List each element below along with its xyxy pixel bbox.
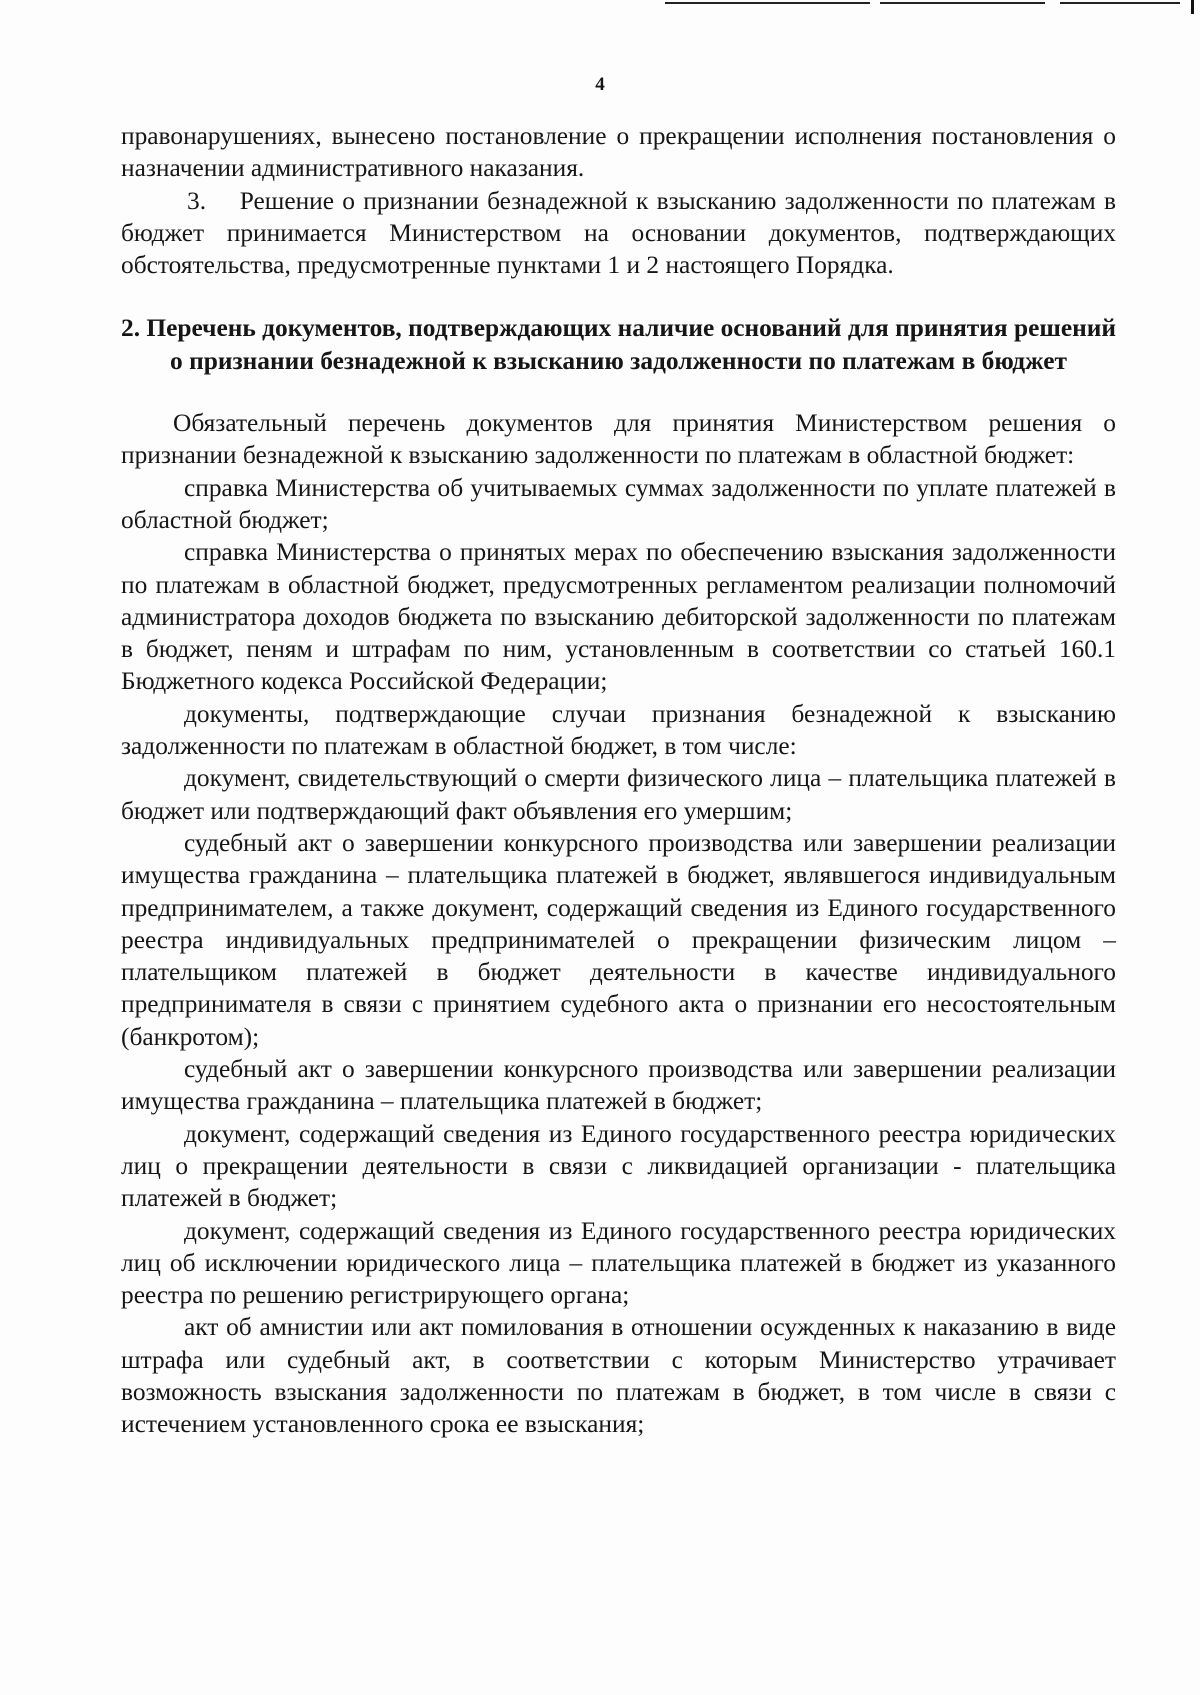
list-item: документ, свидетельствующий о смерти физического лица – плательщика платежей в бюджет или подтверждающий факт объявления его умершим; xyxy=(121,764,1116,825)
scan-edge-line xyxy=(665,2,870,4)
paragraph-intro: Обязательный перечень документов для принятия Министерством решения о признании безнадежной к взысканию задолженности по платежам в областной бюджет: xyxy=(121,409,1116,470)
list-item: судебный акт о завершении конкурсного производства или завершении реализации имущества гражданина – плательщика платежей в бюджет, являвшегося индивидуальным предпринимателем, а также документ, содержащий сведения из Единого государственного реестра индивидуальных предпринимателей о прекращении физическим лицом – плательщиком платежей в бюджет деятельности в качестве индивидуального предпринимателя в связи с принятием судебного акта о признании его несостоятельным (банкротом); xyxy=(121,828,1116,1051)
list-item: судебный акт о завершении конкурсного производства или завершении реализации имущества гражданина – плательщика платежей в бюджет; xyxy=(121,1055,1116,1116)
section-heading: 2. Перечень документов, подтверждающих наличие оснований для принятия решений о признании безнадежной к взысканию задолженности по платежам в бюджет xyxy=(121,314,1116,375)
list-item: справка Министерства об учитываемых суммах задолженности по уплате платежей в областной бюджет; xyxy=(121,473,1116,534)
list-item: документ, содержащий сведения из Единого государственного реестра юридических лиц об исключении юридического лица – плательщика платежей в бюджет из указанного реестра по решению регистрирующего органа; xyxy=(121,1216,1116,1310)
list-item: акт об амнистии или акт помилования в отношении осужденных к наказанию в виде штрафа или судебный акт, в соответствии с которым Министерство утрачивает возможность взыскания задолженности по платежам в бюджет, в том числе в связи с истечением установленного срока ее взыскания; xyxy=(121,1313,1116,1439)
paragraph-continuation: правонарушениях, вынесено постановление о прекращении исполнения постановления о назначении административного наказания. xyxy=(121,122,1116,183)
document-body xyxy=(121,120,1116,1441)
list-item: документ, содержащий сведения из Единого государственного реестра юридических лиц о прекращении деятельности в связи с ликвидацией организации - плательщика платежей в бюджет; xyxy=(121,1119,1116,1213)
list-item: документы, подтверждающие случаи признания безнадежной к взысканию задолженности по платежам в областной бюджет, в том числе: xyxy=(121,699,1116,761)
scan-edge-line xyxy=(880,2,1045,4)
scan-edge-mark xyxy=(1191,0,1194,14)
list-item: справка Министерства о принятых мерах по обеспечению взыскания задолженности по платежам в областной бюджет, предусмотренных регламентом реализации полномочий администратора доходов бюджета по взысканию дебиторской задолженности по платежам в бюджет, пеням и штрафам по ним, установленным в соответствии со статьей 160.1 Бюджетного кодекса Российской Федерации; xyxy=(121,538,1116,696)
page-number: 4 xyxy=(595,74,605,95)
paragraph-point-3: 3. Решение о признании безнадежной к взысканию задолженности по платежам в бюджет принимается Министерством на основании документов, подтверждающих обстоятельства, предусмотренные пунктами 1 и 2 настоящего Порядка. xyxy=(121,186,1116,280)
scan-edge-line xyxy=(1060,2,1180,4)
